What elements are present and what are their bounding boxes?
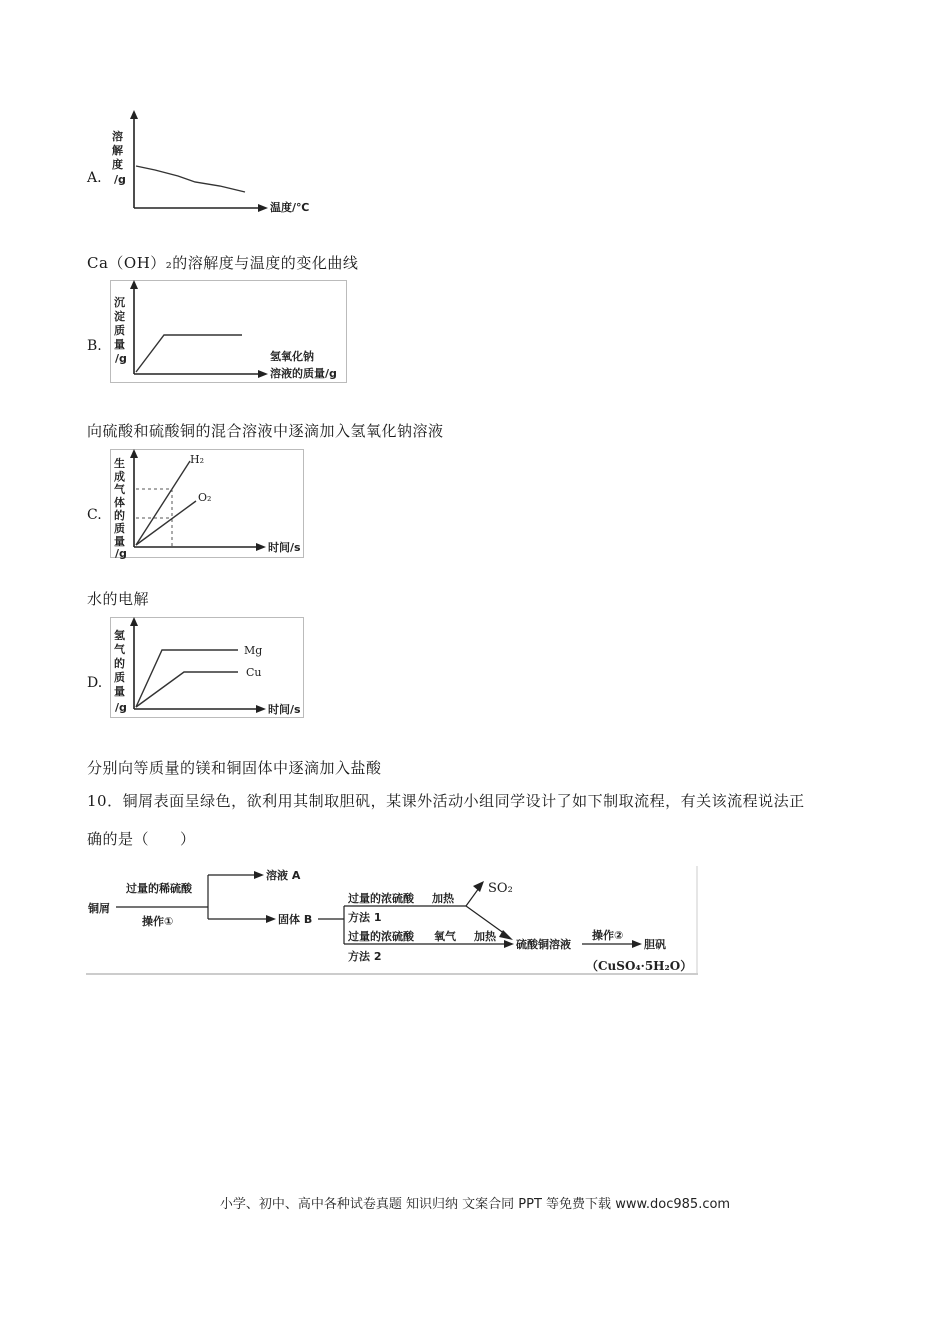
flow-arrow-product bbox=[632, 940, 642, 948]
flow-formula: （CuSO₄·5H₂O） bbox=[586, 959, 693, 973]
chart-d-mg-line bbox=[136, 650, 238, 707]
chart-c-y-label-3: 气 bbox=[114, 483, 125, 496]
chart-b-x-label-2: 溶液的质量/g bbox=[270, 367, 337, 380]
chart-b-y-label-5: /g bbox=[115, 352, 127, 365]
chart-d-y-label-3: 的 bbox=[114, 657, 125, 670]
chart-c-y-label-1: 生 bbox=[114, 457, 125, 470]
chart-b-y-arrow bbox=[130, 280, 138, 289]
chart-b-curve bbox=[136, 335, 242, 372]
question-10-line-2: 确的是（ ） bbox=[87, 830, 196, 848]
flow-so2: SO₂ bbox=[488, 881, 513, 896]
chart-d-x-label: 时间/s bbox=[268, 703, 301, 716]
chart-b-y-label-4: 量 bbox=[114, 338, 125, 351]
chart-a-y-label-3: 度 bbox=[112, 158, 123, 171]
flow-step2-operation: 操作② bbox=[592, 929, 624, 942]
chart-c-o2-line bbox=[136, 501, 196, 545]
flow-product: 胆矾 bbox=[644, 938, 666, 951]
flow-arrow-method2-cuso4 bbox=[504, 940, 514, 948]
chart-c-h2-line bbox=[136, 461, 190, 545]
flow-solution-a: 溶液 A bbox=[266, 869, 301, 882]
chart-b-x-label-1: 氢氧化钠 bbox=[270, 350, 314, 363]
copper-sulfate-flowchart bbox=[86, 866, 700, 978]
chart-c-y-label-8: /g bbox=[115, 547, 127, 559]
flow-arrow-so2 bbox=[473, 881, 484, 892]
chart-c-x-arrow bbox=[256, 543, 266, 551]
chart-a-y-label-1: 溶 bbox=[112, 130, 123, 143]
option-b-caption: 向硫酸和硫酸铜的混合溶液中逐滴加入氢氧化钠溶液 bbox=[87, 422, 444, 440]
option-b-label: B. bbox=[87, 338, 102, 354]
chart-a-curve bbox=[136, 166, 245, 192]
flow-step1-reagent: 过量的稀硫酸 bbox=[126, 882, 192, 895]
flow-arrow-solid-b bbox=[266, 915, 276, 923]
flow-method1-name: 方法 1 bbox=[348, 911, 382, 924]
chart-b-x-arrow bbox=[258, 370, 268, 378]
flow-step1-operation: 操作① bbox=[142, 915, 174, 928]
chart-d-y-label-1: 氢 bbox=[114, 629, 125, 642]
chart-b-y-label-3: 质 bbox=[114, 324, 125, 337]
flow-method1-condition: 加热 bbox=[432, 892, 454, 905]
chart-d-y-label-4: 质 bbox=[114, 671, 125, 684]
flow-method2-condition: 加热 bbox=[474, 930, 496, 943]
flow-method2-name: 方法 2 bbox=[348, 950, 382, 963]
chart-c-y-label-2: 成 bbox=[114, 470, 125, 483]
flow-arrow-solution-a bbox=[254, 871, 264, 879]
chart-a-x-label: 温度/℃ bbox=[270, 201, 310, 214]
chart-c-x-label: 时间/s bbox=[268, 541, 301, 554]
chart-c-y-arrow bbox=[130, 449, 138, 458]
chart-d-y-label-5: 量 bbox=[114, 685, 125, 698]
chart-d-x-arrow bbox=[256, 705, 266, 713]
option-a-caption: Ca（OH）₂的溶解度与温度的变化曲线 bbox=[87, 254, 359, 272]
chart-c-y-label-6: 质 bbox=[114, 522, 125, 535]
chart-d-cu-label: Cu bbox=[246, 666, 262, 679]
chart-b-precipitate-curve bbox=[110, 280, 350, 384]
question-10-line-1: 10．铜屑表面呈绿色，欲利用其制取胆矾，某课外活动小组同学设计了如下制取流程，有关该流程说法正 bbox=[87, 792, 805, 810]
flow-start: 铜屑 bbox=[88, 902, 110, 915]
flow-copper-sulfate: 硫酸铜溶液 bbox=[516, 938, 571, 951]
option-c-caption: 水的电解 bbox=[87, 590, 150, 608]
chart-d-hydrogen-curve bbox=[110, 617, 310, 719]
flow-method2-reagent: 过量的浓硫酸 bbox=[348, 930, 414, 943]
chart-c-electrolysis-curve bbox=[110, 449, 310, 559]
flow-method2-gas: 氧气 bbox=[434, 930, 456, 943]
option-c-label: C. bbox=[87, 507, 102, 523]
chart-c-y-label-4: 体 bbox=[114, 496, 125, 509]
chart-d-mg-label: Mg bbox=[244, 644, 263, 657]
chart-c-h2-label: H₂ bbox=[190, 453, 205, 466]
page-footer: 小学、初中、高中各种试卷真题 知识归纳 文案合同 PPT 等免费下载 www.doc985.com bbox=[219, 1197, 731, 1212]
chart-c-y-label-5: 的 bbox=[114, 509, 125, 522]
chart-a-x-arrow bbox=[258, 204, 268, 212]
chart-d-y-arrow bbox=[130, 617, 138, 626]
chart-a-solubility-curve bbox=[100, 110, 320, 216]
chart-d-cu-line bbox=[136, 672, 238, 707]
chart-d-y-label-6: /g bbox=[115, 701, 127, 714]
flow-method1-reagent: 过量的浓硫酸 bbox=[348, 892, 414, 905]
option-d-caption: 分别向等质量的镁和铜固体中逐滴加入盐酸 bbox=[87, 759, 382, 777]
flow-so2-line bbox=[466, 888, 479, 906]
option-d-label: D. bbox=[87, 675, 103, 691]
chart-b-y-label-2: 淀 bbox=[114, 310, 125, 323]
flow-solid-b: 固体 B bbox=[278, 913, 313, 926]
chart-a-y-arrow bbox=[130, 110, 138, 119]
chart-c-o2-label: O₂ bbox=[198, 491, 212, 504]
chart-c-y-label-7: 量 bbox=[114, 535, 125, 548]
option-a-label: A. bbox=[87, 170, 102, 186]
chart-a-y-label-4: /g bbox=[114, 173, 126, 186]
chart-a-y-label-2: 解 bbox=[112, 144, 123, 157]
chart-b-y-label-1: 沉 bbox=[114, 296, 125, 309]
chart-d-y-label-2: 气 bbox=[114, 643, 125, 656]
